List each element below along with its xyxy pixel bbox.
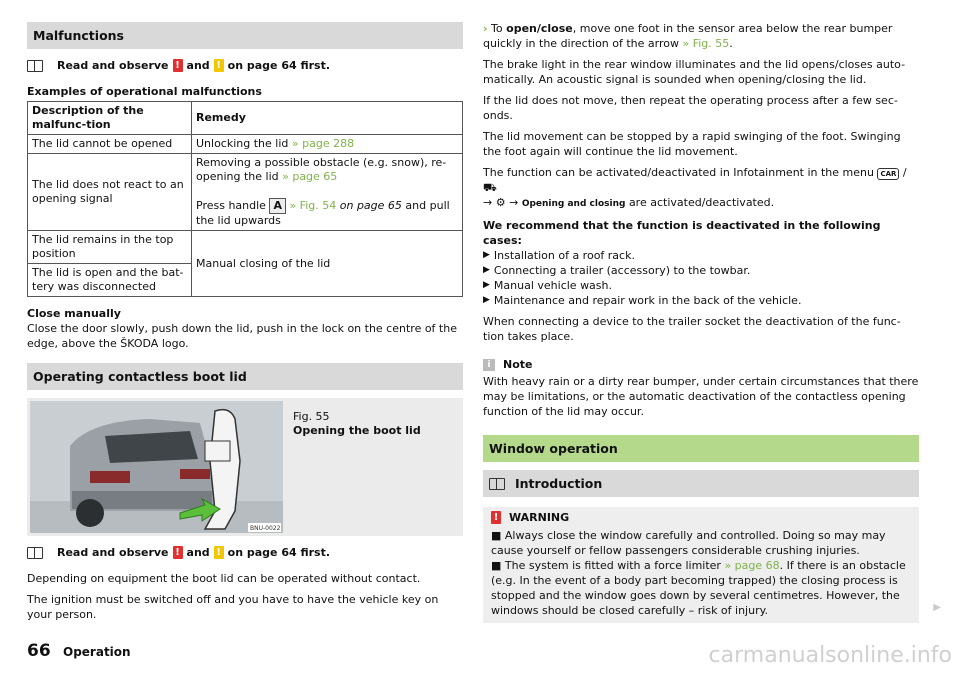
read-observe-line-2: Read and observe ! and ! on page 64 first.: [27, 546, 463, 559]
table-row: The lid is open and the bat-tery was disconnected: [28, 264, 463, 297]
repeat-text: If the lid does not move, then repeat the operating process after a few sec-onds.: [483, 94, 898, 122]
page-link[interactable]: » page 65: [282, 170, 338, 183]
car-button-icon: CAR: [877, 168, 899, 180]
caution-icon: !: [214, 59, 224, 72]
list-item: ▶ Connecting a trailer (accessory) to the towbar.: [483, 264, 751, 277]
ignition-text: The ignition must be switched off and you have to have the vehicle key on your person.: [27, 593, 439, 621]
continue-arrow-icon: ▶: [933, 602, 941, 613]
list-item: ▶ Maintenance and repair work in the back of the vehicle.: [483, 294, 802, 307]
page-number: 66: [27, 641, 51, 661]
caution-icon: !: [214, 546, 224, 559]
note-heading: i Note: [483, 358, 919, 371]
warning-icon: !: [491, 511, 501, 524]
book-icon: [27, 60, 43, 72]
table-row: The lid remains in the top position Manual closing of the lid: [28, 231, 463, 264]
list-item: ▶ Installation of a roof rack.: [483, 249, 635, 262]
figure-link[interactable]: » Fig. 55: [682, 37, 730, 50]
car-figure-image: [30, 401, 283, 533]
settings-icon: ⚙: [495, 196, 506, 209]
note-icon: i: [483, 359, 495, 371]
warning-icon: !: [173, 59, 183, 72]
right-column: [483, 0, 941, 623]
malfunctions-header: Malfunctions: [27, 22, 463, 49]
recommend-title: We recommend that the function is deactivated in the following cases:: [483, 219, 881, 247]
figure-code: BNU-0022: [250, 525, 281, 532]
step-text: › To open/close, move one foot in the sensor area below the rear bumper quickly in the direction of the arrow » Fig. 55.: [483, 22, 893, 50]
figure-caption: Fig. 55 Opening the boot lid: [293, 410, 421, 437]
bullet-arrow-icon: ▶: [483, 250, 490, 260]
table-row: The lid does not react to an opening signal Removing a possible obstacle (e.g. snow), re-opening the lid » page 65 Press handle A » Fig. 54 on page 65 and pull the lid upwards: [28, 154, 463, 231]
close-manually-text: Close the door slowly, push down the lid, push in the lock on the centre of the edge, above the ŠKODA logo.: [27, 322, 457, 350]
warning-icon: !: [173, 546, 183, 559]
window-operation-header: Window operation: [483, 435, 919, 462]
malfunctions-table: [27, 101, 463, 297]
table-row: The lid cannot be opened Unlocking the lid » page 288: [28, 135, 463, 154]
warning-box: [483, 507, 941, 623]
figure-link[interactable]: » Fig. 54: [289, 199, 337, 212]
book-icon: [27, 547, 43, 559]
stopped-text: The lid movement can be stopped by a rapid swinging of the foot. Swinging the foot again will continue the lid movement.: [483, 130, 901, 158]
recommend-list: [483, 248, 919, 308]
introduction-header: Introduction: [483, 470, 919, 497]
trailer-text: When connecting a device to the trailer socket the deactivation of the func-tion takes place.: [483, 315, 901, 343]
list-item: ▶ Manual vehicle wash.: [483, 279, 612, 292]
car-icon: ⛟: [483, 181, 497, 194]
depending-text: Depending on equipment the boot lid can be operated without contact.: [27, 572, 421, 585]
activated-text: The function can be activated/deactivated in Infotainment in the menu CAR / ⛟ → ⚙ → Opening and closing are activated/deactivated.: [483, 166, 907, 209]
menu-path: Opening and closing: [521, 199, 626, 209]
bullet-arrow-icon: ▶: [483, 280, 490, 290]
left-column: [27, 0, 463, 622]
watermark: carmanualsonline.info: [708, 643, 952, 668]
warning-item: ■ Always close the window carefully and controlled. Doing so may may cause yourself or fellow passengers considerable crushing injuries.: [491, 529, 886, 557]
bullet-arrow-icon: ▶: [483, 265, 490, 275]
book-icon: [489, 478, 505, 490]
note-text: With heavy rain or a dirty rear bumper, under certain circumstances that there may be limitations, or the automatic deactivation of the contactless opening function of the lid may occur.: [483, 375, 919, 418]
table-header-description: Description of the malfunc-tion: [28, 102, 192, 135]
contactless-header: Operating contactless boot lid: [27, 363, 463, 390]
examples-title: Examples of operational malfunctions: [27, 85, 262, 98]
warning-item: ■ The system is fitted with a force limiter » page 68. If there is an obstacle (e.g. In the event of a body part becoming trapped) the closing process is stopped and the window goes down by several centimetres. However, the windows should be closed carefully – risk of injury.: [491, 559, 906, 617]
close-manually-title: Close manually: [27, 307, 121, 320]
page-link[interactable]: » page 288: [291, 137, 355, 150]
read-observe-line: Read and observe ! and ! on page 64 first.: [27, 59, 463, 72]
warning-heading: ! WARNING: [491, 511, 911, 524]
handle-key: A: [269, 198, 286, 214]
footer-section: Operation: [63, 645, 131, 659]
table-header-remedy: Remedy: [192, 102, 463, 135]
step-arrow-icon: ›: [483, 22, 488, 35]
figure-box: [27, 398, 463, 536]
brake-text: The brake light in the rear window illuminates and the lid opens/closes auto-matically. An acoustic signal is sounded when opening/closing the lid.: [483, 58, 906, 86]
page-link[interactable]: » page 68: [724, 559, 780, 572]
bullet-arrow-icon: ▶: [483, 295, 490, 305]
